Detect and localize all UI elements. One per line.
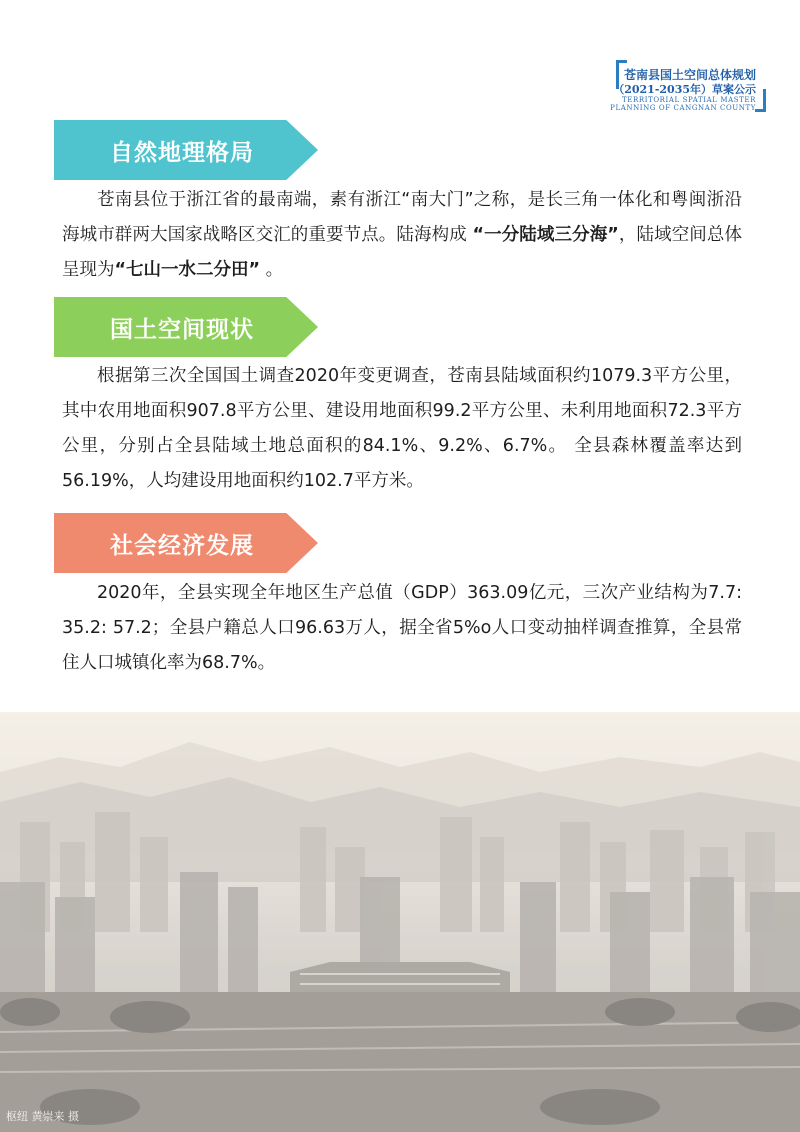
header-english-line2: PLANNING OF CANGNAN COUNTY — [610, 104, 756, 112]
paragraph-text: 苍南县位于浙江省的最南端，素有浙江“南大门”之称，是长三角一体化和粤闽浙沿海城市群两大国家战略区交汇的重要节点。陆海构成 — [62, 190, 742, 245]
city-aerial-photo — [0, 712, 800, 1132]
paragraph-text: 。 — [260, 260, 284, 280]
section-title: 自然地理格局 — [110, 140, 254, 166]
paragraph-emphasis: “七山一水二分田” — [114, 260, 261, 280]
paragraph-text: ，陆域空间总体呈现为 — [62, 225, 743, 280]
header-english-line1: TERRITORIAL SPATIAL MASTER — [621, 96, 756, 104]
photo-caption: 枢纽 黄崇来 摄 — [6, 1110, 79, 1123]
document-header — [610, 60, 766, 112]
section-banner-socioeconomic — [54, 513, 318, 573]
header-title: 苍南县国土空间总体规划 — [623, 68, 756, 82]
section-paragraph-socioeconomic: 2020年，全县实现全年地区生产总值（GDP）363.09亿元，三次产业结构为7.7: 35.2: 57.2；全县户籍总人口96.63万人，据全省5%o人口变动抽样调查推算，全县常住人口城镇化率为68.7%。 — [62, 583, 742, 673]
paragraph-emphasis: “一分陆域三分海” — [472, 225, 619, 245]
section-banner-land-status — [54, 297, 318, 357]
city-illustration — [0, 712, 800, 1132]
section-paragraph-natural-geography — [62, 183, 742, 288]
section-banner-natural-geography — [54, 120, 318, 180]
section-paragraph-land-status: 根据第三次全国国土调查2020年变更调查，苍南县陆域面积约1079.3平方公里，其中农用地面积907.8平方公里、建设用地面积99.2平方公里、未利用地面积72.3平方公里，分别占全县陆域土地总面积的84.1%、9.2%、6.7%。 全县森林覆盖率达到56.19%，人均建设用地面积约102.7平方米。 — [62, 366, 742, 491]
header-subtitle: （2021-2035年）草案公示 — [613, 83, 756, 96]
header-bracket-right — [755, 89, 766, 112]
section-title: 社会经济发展 — [110, 533, 254, 559]
section-title: 国土空间现状 — [110, 317, 254, 343]
